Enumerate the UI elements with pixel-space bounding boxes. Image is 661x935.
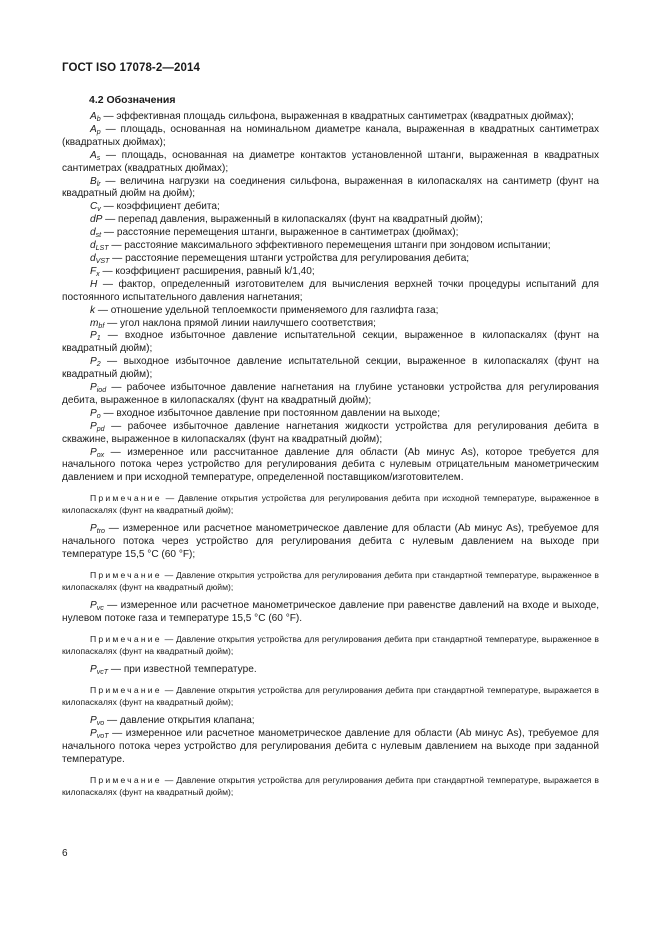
definition-as: $A_s$ — площадь, основанная на диаметре контактов установленной штанги, выраженная в квадратных сантиметрах (квадратных дюймах); (62, 149, 599, 174)
document-header: ГОСТ ISO 17078-2—2014 (62, 62, 200, 74)
definition-dp: dP — перепад давления, выраженный в килопаскалях (фунт на квадратный дюйм); (90, 214, 483, 226)
definition-k: k — отношение удельной теплоемкости применяемого для газлифта газа; (90, 304, 439, 316)
definition-p1: $P_1$ — входное избыточное давление испытательной секции, выраженное в килопаскалях (фунт на квадратный дюйм); (62, 330, 599, 355)
definition-ptro: $P_{tro}$ — измеренное или расчетное манометрическое давление для области (Ab минус As), требуемое для начального потока через устройство для регулирования дебита с нулевым давлением на выходе при температуре 15,5 °C (60 °F); (62, 523, 599, 561)
definitions-list (62, 111, 599, 805)
definition-pvo: $P_{vo}$ — давление открытия клапана; (90, 715, 255, 728)
definition-pvot: $P_{voT}$ — измеренное или расчетное манометрическое давление для области (Ab минус As), требуемое для начального потока через устройство для регулирования дебита с нулевым давлением на выходе при заданной температуре. (62, 728, 599, 766)
definition-pvct: $P_{vcT}$ — при известной температуре. (90, 664, 257, 677)
note: Примечание — Давление открытия устройства для регулирования дебита при стандартной температуре, выражается в килопаскалях (фунт на квадратный дюйм); (62, 685, 599, 707)
note: Примечание — Давление открытия устройства для регулирования дебита при стандартной температуре, выраженное в килопаскалях (фунт на квадратный дюйм); (62, 570, 599, 592)
definition-ab: $A_b$ — эффективная площадь сильфона, выраженная в квадратных сантиметрах (квадратных дюймах); (90, 111, 574, 123)
definition-pox: $P_{ox}$ — измеренное или рассчитанное давление для области (Ab минус As), которое требуется для начального потока через устройство для регулирования дебита с нулевым отрицательным манометрическим давлением и при исходной температуре, определенной поставщиком/изготовителем. (62, 446, 599, 484)
section-title: 4.2 Обозначения (89, 94, 176, 106)
definition-fx: $F_x$ — коэффициент расширения, равный k/1,40; (90, 265, 315, 278)
note: Примечание — Давление открытия устройства для регулирования дебита при стандартной температуре, выраженное в килопаскалях (фунт на квадратный дюйм); (62, 634, 599, 656)
note: Примечание — Давление открытия устройства для регулирования дебита при стандартной температуре, выражается в килопаскалях (фунт на квадратный дюйм); (62, 775, 599, 797)
definition-blr: $B_{lr}$ — величина нагрузки на соединения сильфона, выраженная в килопаскалях на сантиметр (фунт на квадратный дюйм на дюйм); (62, 175, 599, 200)
definition-dvst: $d_{VST}$ — расстояние перемещения штанги устройства для регулирования дебита; (90, 252, 470, 265)
definition-ppd: $P_{pd}$ — рабочее избыточное давление нагнетания жидкости устройства для регулирования дебита в скважине, выраженное в килопаскалях (фунт на квадратный дюйм); (62, 420, 599, 445)
definition-dst: $d_{st}$ — расстояние перемещения штанги, выраженное в сантиметрах (дюймах); (90, 227, 459, 240)
definition-ap: $A_p$ — площадь, основанная на номинальном диаметре канала, выраженная в квадратных сантиметрах (квадратных дюймах); (62, 123, 599, 148)
note: Примечание — Давление открытия устройства для регулирования дебита при исходной температуре, выраженное в килопаскалях (фунт на квадратный дюйм); (62, 493, 599, 515)
page-number: 6 (62, 848, 68, 859)
definition-piod: $P_{iod}$ — рабочее избыточное давление нагнетания на глубине установки устройства для регулирования дебита, выраженное в килопаскалях (фунт на квадратный дюйм); (62, 382, 599, 406)
definition-h: H — фактор, определенный изготовителем для вычисления верхней точки процедуры испытаний для постоянного испытательного давления нагнетания; (62, 278, 599, 303)
definition-p2: $P_2$ — выходное избыточное давление испытательной секции, выраженное в килопаскалях (фунт на квадратный дюйм); (62, 356, 599, 381)
definition-dlst: $d_{LST}$ — расстояние максимального эффективного перемещения штанги при зондовом испытании; (90, 240, 551, 253)
definition-pvc: $P_{vc}$ — измеренное или расчетное манометрическое давление при равенстве давлений на входе и выходе, нулевом потоке газа и температуре 15,5 °C (60 °F). (62, 600, 599, 625)
definition-mbf: $m_{bf}$ — угол наклона прямой линии наилучшего соответствия; (90, 317, 376, 330)
definition-cv: $C_v$ — коэффициент дебита; (90, 201, 220, 214)
definition-po: $P_o$ — входное избыточное давление при постоянном давлении на выходе; (90, 407, 441, 420)
